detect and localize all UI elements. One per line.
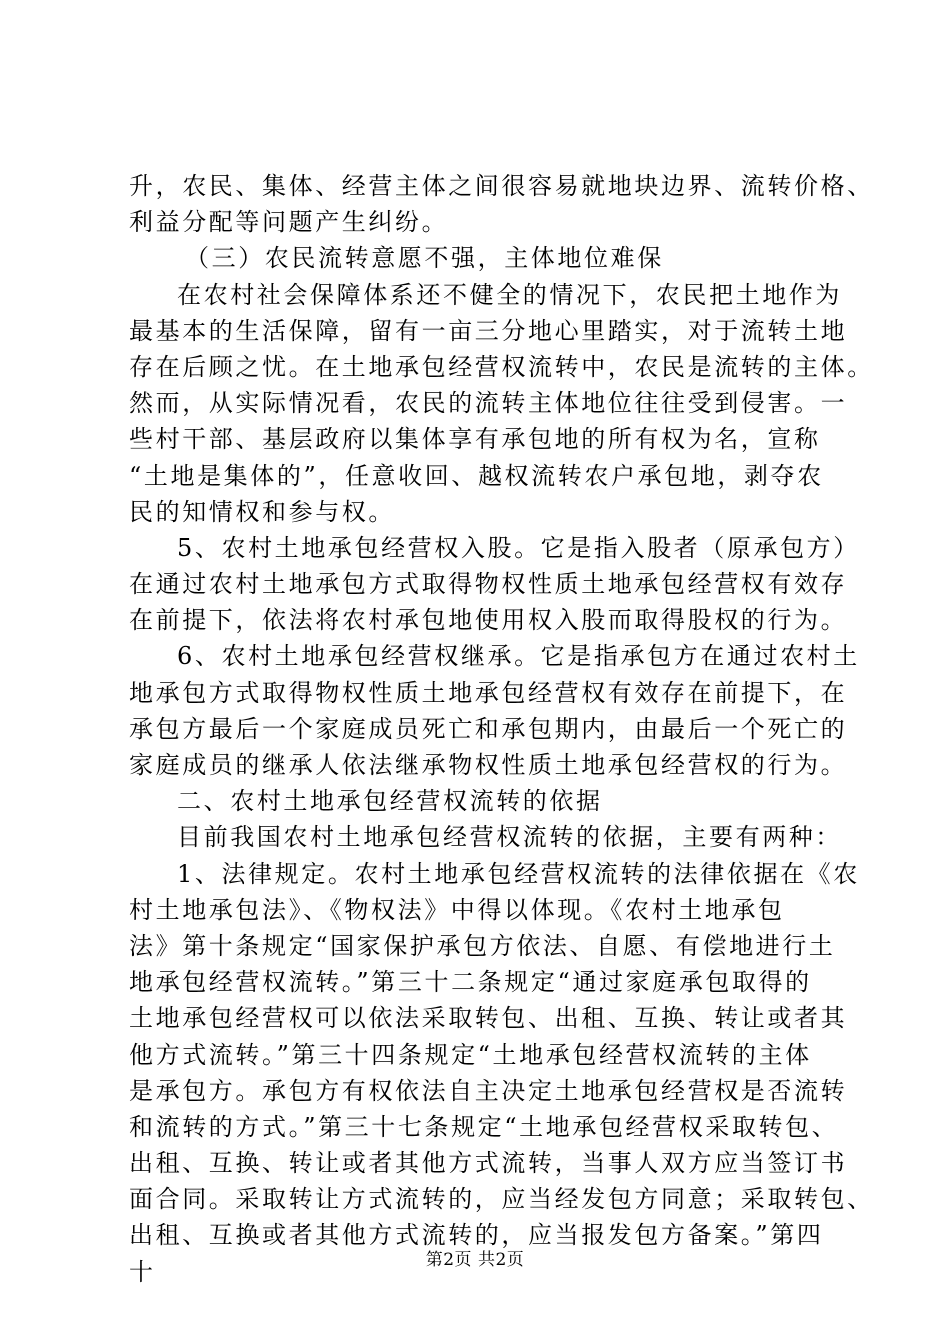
text-line: 1、法律规定。农村土地承包经营权流转的法律依据在《农	[177, 859, 860, 888]
text-line: 出租、互换或者其他方式流转的，应当报发包方备案。”第四	[129, 1221, 824, 1250]
text-line: “土地是集体的”，任意收回、越权流转农户承包地，剥夺农	[129, 461, 824, 490]
document-body	[129, 168, 874, 1290]
text-line: 家庭成员的继承人依法继承物权性质土地承包经营权的行为。	[129, 751, 848, 779]
section-heading: （三）农民流转意愿不强，主体地位难保	[185, 244, 664, 273]
text-line: 面合同。采取转让方式流转的，应当经发包方同意；采取转包、	[129, 1185, 874, 1214]
text-line: 法》第十条规定“国家保护承包方依法、自愿、有偿地进行土	[129, 931, 836, 960]
text-line: 地承包经营权流转。”第三十二条规定“通过家庭承包取得的	[129, 968, 812, 997]
text-line: 在前提下，依法将农村承包地使用权入股而取得股权的行为。	[129, 606, 848, 635]
section-heading: 二、农村土地承包经营权流转的依据	[177, 787, 603, 816]
text-line: 村土地承包法》、《物权法》中得以体现。《农村土地承包	[129, 895, 785, 924]
page-number-label: 第2页 共2页	[425, 1250, 525, 1270]
text-line: 承包方最后一个家庭成员死亡和承包期内，由最后一个死亡的	[129, 714, 848, 743]
text-line: 些村干部、基层政府以集体享有承包地的所有权为名，宣称	[129, 425, 821, 454]
text-line: 是承包方。承包方有权依法自主决定土地承包经营权是否流转	[129, 1076, 848, 1105]
text-line: 在农村社会保障体系还不健全的情况下，农民把土地作为	[177, 280, 842, 309]
text-line: 最基本的生活保障，留有一亩三分地心里踏实，对于流转土地	[129, 316, 848, 345]
text-line: 地承包方式取得物权性质土地承包经营权有效存在前提下，在	[129, 678, 848, 707]
text-line: 利益分配等问题产生纠纷。	[129, 208, 449, 237]
text-line: 土地承包经营权可以依法采取转包、出租、互换、转让或者其	[129, 1004, 848, 1033]
text-line: 6、农村土地承包经营权继承。它是指承包方在通过农村土	[177, 642, 860, 671]
text-line: 和流转的方式。”第三十七条规定“土地承包经营权采取转包、	[129, 1112, 839, 1141]
text-line: 5、农村土地承包经营权入股。它是指入股者（原承包方）	[177, 533, 860, 562]
text-line: 存在后顾之忧。在土地承包经营权流转中，农民是流转的主体。	[129, 352, 874, 381]
text-line: 出租、互换、转让或者其他方式流转，当事人双方应当签订书	[129, 1149, 848, 1178]
text-line: 在通过农村土地承包方式取得物权性质土地承包经营权有效存	[129, 570, 848, 599]
page-footer	[0, 1249, 950, 1271]
text-line: 民的知情权和参与权。	[129, 497, 395, 526]
text-line: 他方式流转。”第三十四条规定“土地承包经营权流转的主体	[129, 1040, 812, 1069]
text-line: 然而，从实际情况看，农民的流转主体地位往往受到侵害。一	[129, 389, 848, 418]
text-line: 十	[129, 1257, 156, 1286]
text-line: 升，农民、集体、经营主体之间很容易就地块边界、流转价格、	[129, 172, 874, 200]
text-line: 目前我国农村土地承包经营权流转的依据，主要有两种：	[177, 823, 842, 852]
